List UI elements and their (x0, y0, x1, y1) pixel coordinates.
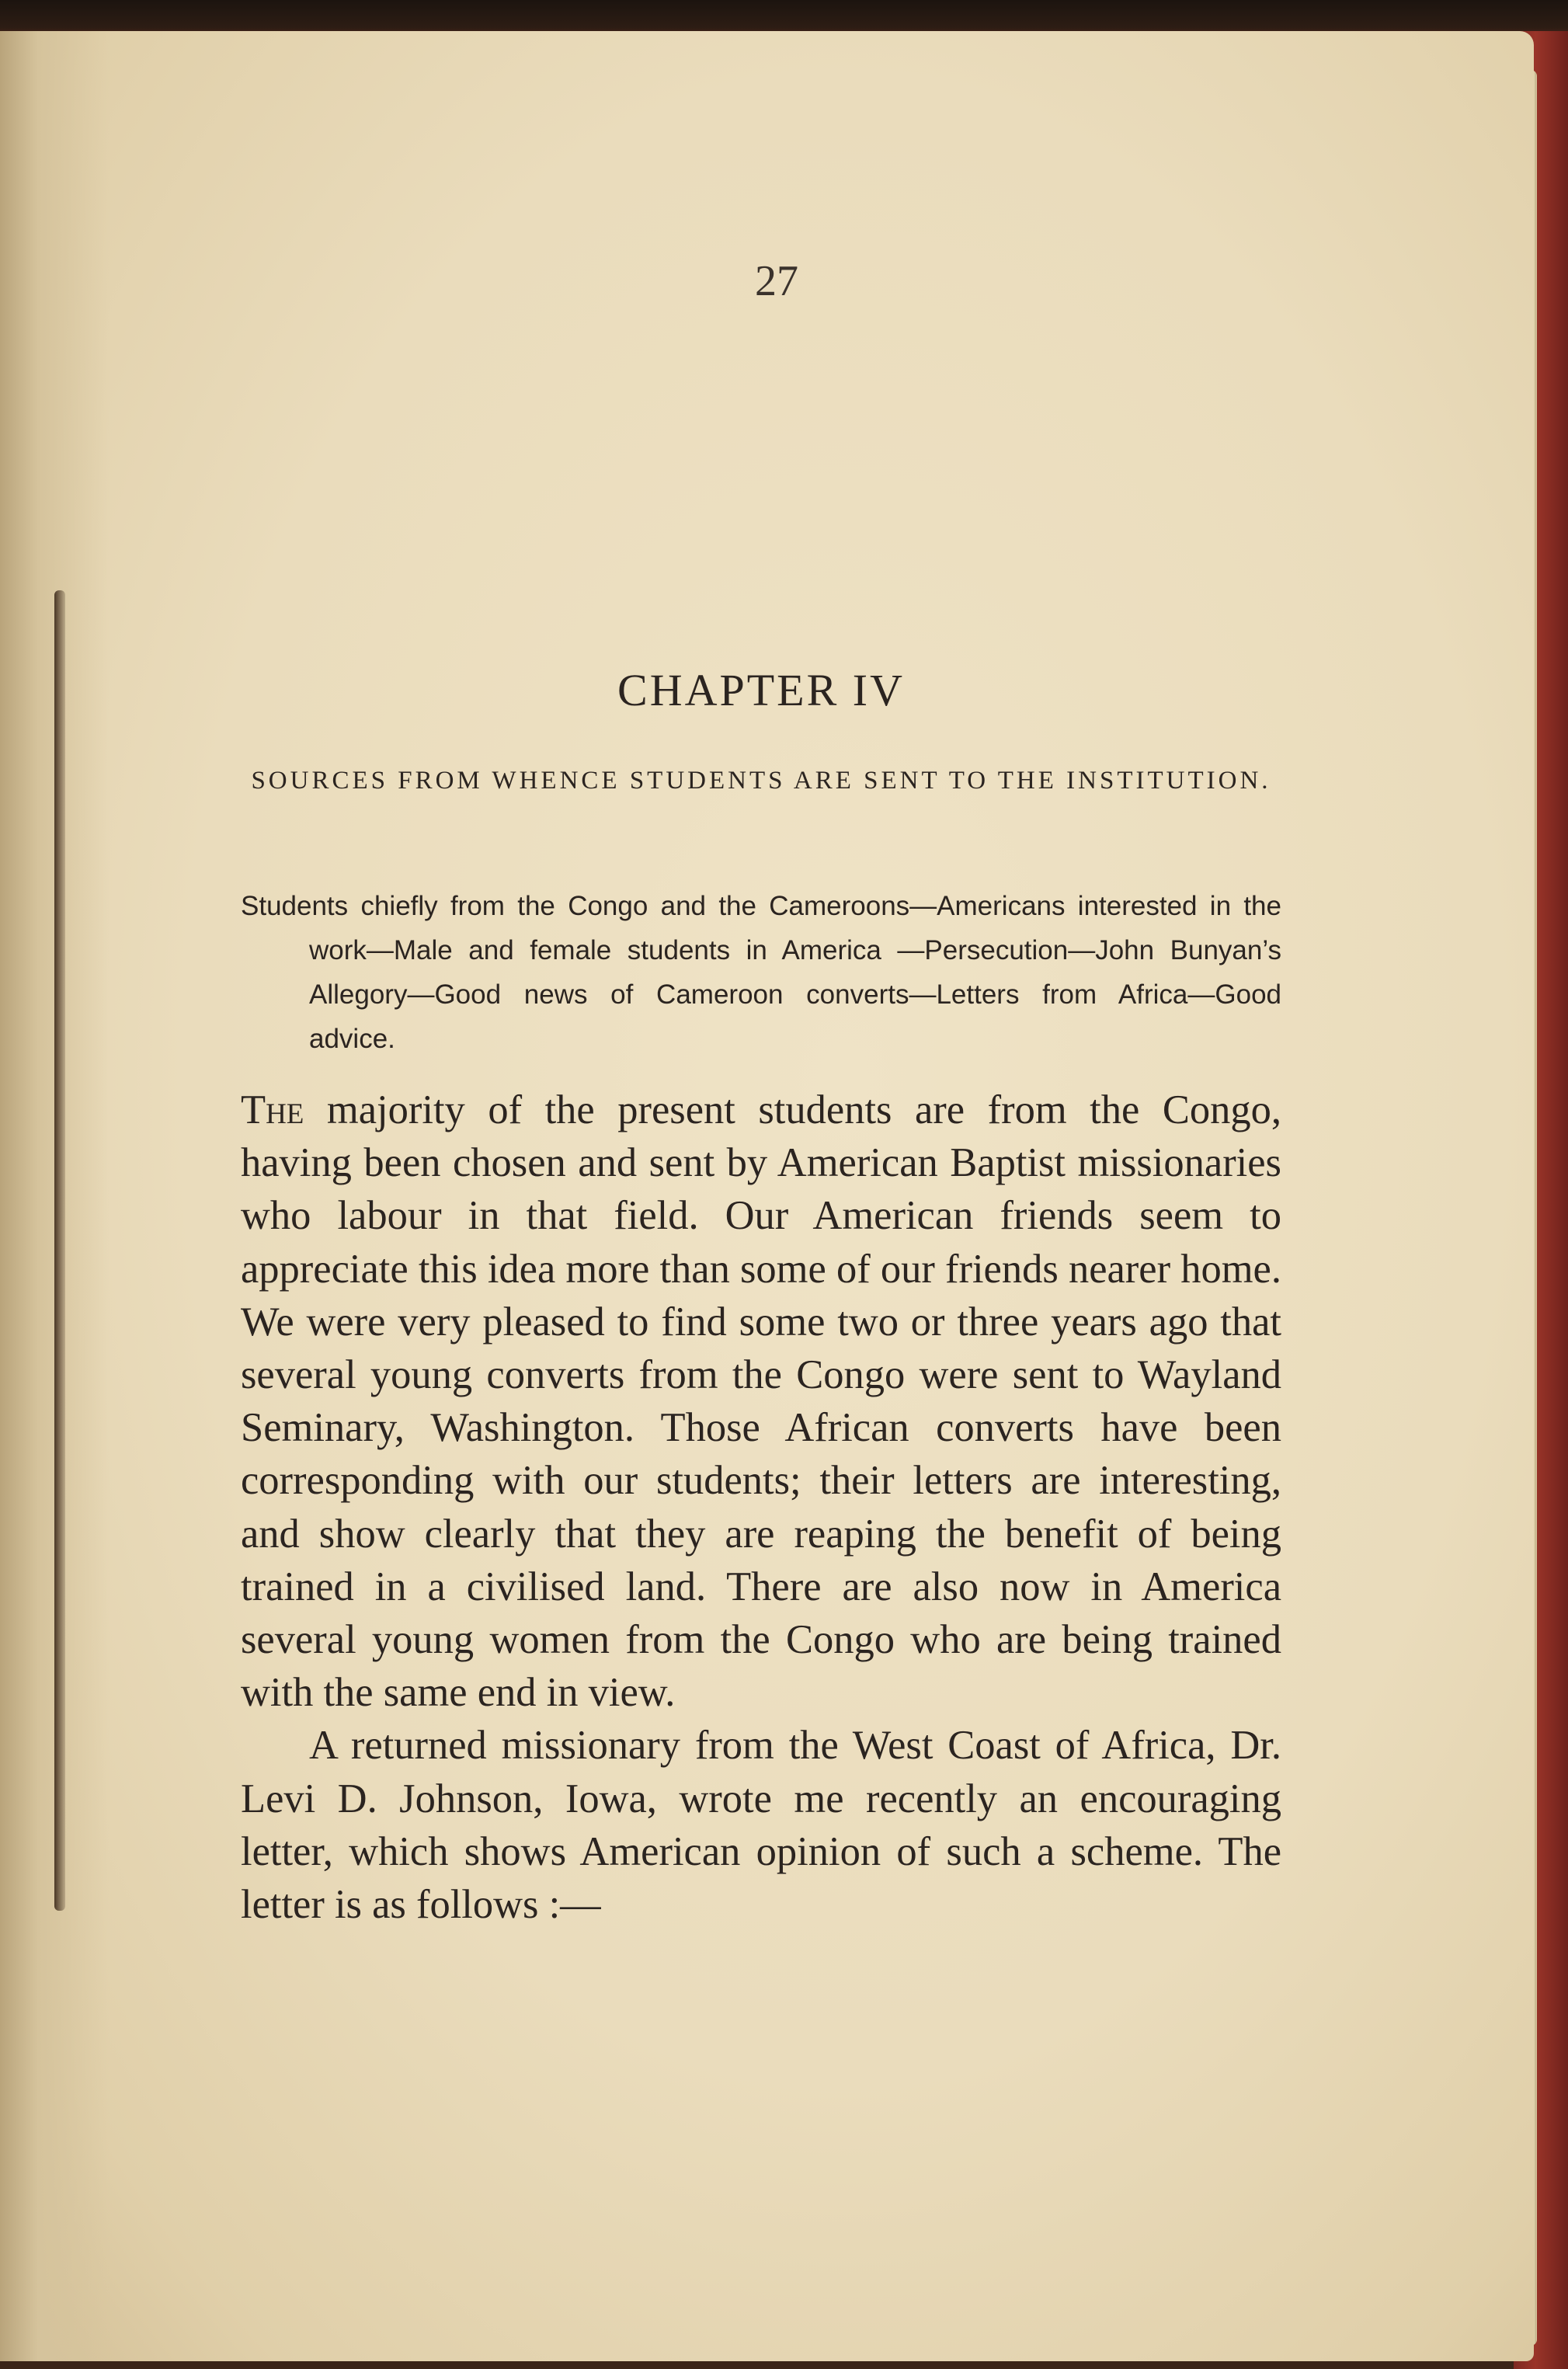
chapter-title: CHAPTER IV (617, 665, 905, 715)
paragraph-1 (241, 1084, 1281, 1719)
paragraph-1-lead: The (241, 1087, 304, 1132)
section-heading: SOURCES FROM WHENCE STUDENTS ARE SENT TO THE INSTITUTION. (251, 767, 1271, 795)
page-number: 27 (755, 257, 798, 305)
paragraph-2: A returned missionary from the West Coast of Africa, Dr. Levi D. Johnson, Iowa, wrote me recently an encouraging letter, which shows American opinion of such a scheme. The letter is as follows :— (241, 1723, 1281, 1928)
binding-shadow (54, 590, 65, 1911)
body-text (241, 1084, 1281, 1931)
paragraph-1-text: majority of the present students are from the Congo, having been chosen and sent by American Baptist missionaries who labour in that field. Our American friends seem to appreciate this idea more than some of our friends nearer home. We were very pleased to find some two or three years ago that several young converts from the Congo were sent to Wayland Seminary, Washington. Those African converts have been corresponding with our students; their letters are interesting, and show clearly that they are reaping the benefit of being trained in a civilised land. There are also now in America several young women from the Congo who are being trained with the same end in view. (241, 1087, 1281, 1716)
chapter-synopsis: Students chiefly from the Congo and the Cameroons—Americans interested in the work—Male and female students in America —Persecution—John Bunyan’s Allegory—Good news of Cameroon converts—Letters from Africa—Good advice. (241, 891, 1281, 1054)
